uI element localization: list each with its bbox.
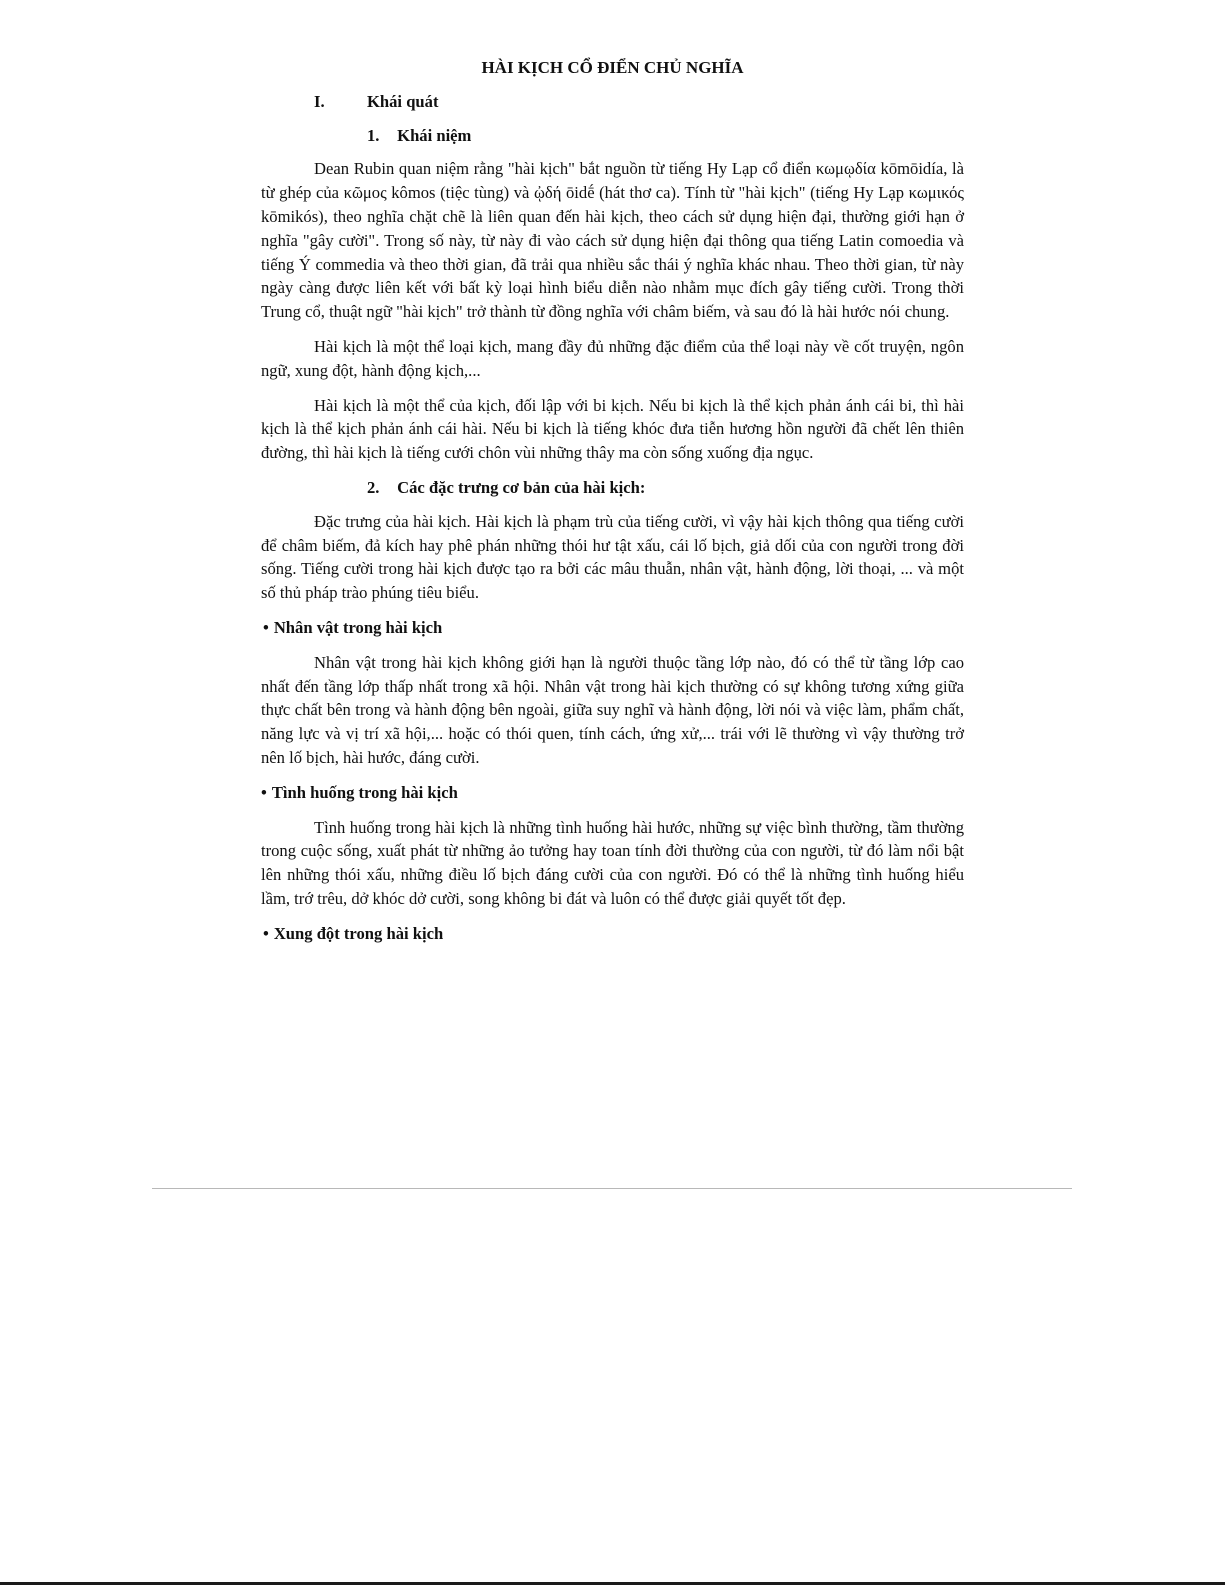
document-body [261,56,964,957]
subheading-number: 2. [367,477,380,497]
paragraph-genre: Hài kịch là một thể loại kịch, mang đầy đủ những đặc điểm của thể loại này về cốt truyện, ngôn ngữ, xung đột, hành động kịch,... [261,336,964,380]
page-divider [152,1188,1072,1189]
paragraph-characteristics: Đặc trưng của hài kịch. Hài kịch là phạm trù của tiếng cười, vì vậy hài kịch thông qua tiếng cười để châm biếm, đả kích hay phê phán những thói hư tật xấu, cái lố bịch, giả dối của con người trong đời sống. Tiếng cười trong hài kịch được tạo ra bởi các mâu thuẫn, nhân vật, hành động, lời thoại, ... và một số thủ pháp trào phúng tiêu biểu. [261,511,964,603]
bullet-heading-characters [261,616,964,640]
subheading-label: Khái niệm [397,125,472,145]
bullet-heading-situations [261,781,964,805]
subheading-number: 1. [367,125,380,145]
paragraph-etymology: Dean Rubin quan niệm rằng "hài kịch" bắt nguồn từ tiếng Hy Lạp cổ điển κωμῳδία kōmōidía, là từ ghép của κῶμος kômos (tiệc tùng) và ᾠδή ōidḗ (hát thơ ca). Tính từ "hài kịch" (tiếng Hy Lạp κωμικός kōmikós), theo nghĩa chặt chẽ là liên quan đến hài kịch, theo cách sử dụng hiện đại, thường giới hạn ở nghĩa "gây cười". Trong số này, từ này đi vào cách sử dụng hiện đại thông qua tiếng Latin comoedia và tiếng Ý commedia và theo thời gian, đã trải qua nhiều sắc thái ý nghĩa khác nhau. Theo thời gian, từ này ngày càng được liên kết với bất kỳ loại hình biểu diễn nào nhằm mục đích gây tiếng cười. Trong thời Trung cổ, thuật ngữ "hài kịch" trở thành từ đồng nghĩa với châm biếm, và sau đó là hài hước nói chung. [261,159,964,322]
bullet-icon: • [261,782,267,802]
bullet-icon: • [263,617,269,637]
bullet-icon: • [263,923,269,943]
bullet-heading-label: Xung đột trong hài kịch [273,923,444,943]
bullet-heading-label: Tình huống trong hài kịch [271,782,458,802]
paragraph-contrast-tragedy: Hài kịch là một thể của kịch, đối lập với bi kịch. Nếu bi kịch là thể kịch phản ánh cái bi, thì hài kịch là thể kịch phản ánh cái hài. Nếu bi kịch là tiếng khóc đưa tiễn hương hồn người đã chết lên thiên đường, thì hài kịch là tiếng cưới chôn vùi những thây ma còn sống xuống địa ngục. [261,395,964,463]
subheading-concept [261,124,964,148]
section-label: Khái quát [367,91,439,111]
paragraph-situations: Tình huống trong hài kịch là những tình huống hài hước, những sự việc bình thường, tầm thường trong cuộc sống, xuất phát từ những ảo tưởng hay toan tính đời thường của con người, từ đó làm nổi bật lên những thói xấu, những điều lố bịch đáng cười của con người. Đó có thể là những tình huống hiểu lầm, trớ trêu, dở khóc dở cười, song không bi đát và luôn có thể được giải quyết tốt đẹp. [261,817,964,908]
subheading-characteristics [261,476,964,500]
bullet-heading-label: Nhân vật trong hài kịch [273,617,443,637]
section-number: I. [314,91,325,111]
bullet-heading-conflict [261,922,964,946]
section-heading-overview [261,90,964,114]
document-title: HÀI KỊCH CỔ ĐIỂN CHỦ NGHĨA [481,58,744,77]
paragraph-characters: Nhân vật trong hài kịch không giới hạn là người thuộc tầng lớp nào, đó có thể từ tầng lớp cao nhất đến tầng lớp thấp nhất trong xã hội. Nhân vật trong hài kịch thường có sự không tương xứng giữa thực chất bên trong và hành động bên ngoài, giữa suy nghĩ và hành động, lời nói và việc làm, phẩm chất, năng lực và vị trí xã hội,... hoặc có thói quen, tính cách, ứng xử,... trái với lẽ thường vì vậy thường trở nên lố bịch, hài hước, đáng cười. [261,652,964,767]
subheading-label: Các đặc trưng cơ bản của hài kịch: [397,477,646,497]
